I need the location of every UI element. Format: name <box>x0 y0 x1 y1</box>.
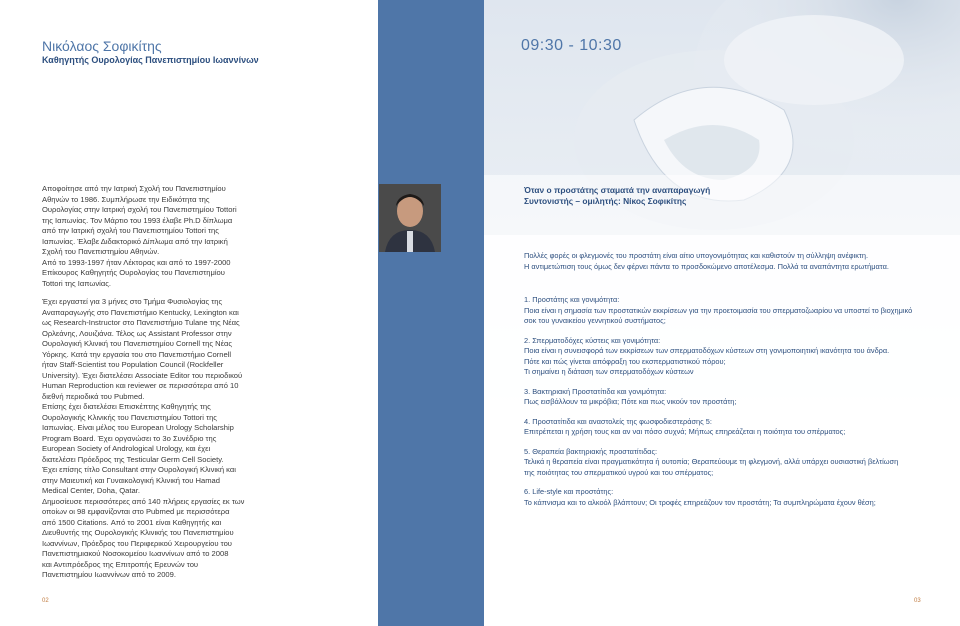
topic-title: 4. Προστατίτιδα και αναστολείς της φωσφοδιεστεράσης 5: <box>524 416 712 426</box>
topic-title: 6. Life-style και προστάτης: <box>524 487 614 496</box>
speaker-photo <box>379 184 441 252</box>
topic-line: Πότε και πώς γίνεται απόφραξη του εκσπερματιστικού πόρου; <box>524 356 726 366</box>
topic-item-5 <box>524 447 944 479</box>
speaker-role: Καθηγητής Ουρολογίας Πανεπιστημίου Ιωαννίνων <box>42 55 259 65</box>
topic-title: 3. Βακτηριακή Προστατίτιδα και γονιμότητα: <box>524 386 667 396</box>
topic-line: Ποια είναι η συνεισφορά των εκκρίσεων των σπερματοδόχων κύστεων στη γονιμοποιητική ικανότητα του άνδρα. <box>524 346 890 355</box>
left-page <box>0 0 378 626</box>
topic-title: 1. Προστάτης και γονιμότητα: <box>524 295 620 304</box>
topic-line: Τελικά η θεραπεία είναι πραγματικότητα ή ουτοπία; Θεραπεύουμε τη φλεγμονή, αλλά υπάρχει ουσιαστική βελτίωση <box>524 457 899 466</box>
topic-line: της ποιότητας του σπερματικού υγρού και του σπέρματος; <box>524 467 714 477</box>
page-number-right: 03 <box>914 598 921 604</box>
speaker-name: Νικόλαος Σοφικίτης <box>42 38 162 54</box>
intro-line-2: Η αντιμετώπιση τους όμως δεν φέρνει πάντα το προσδοκώμενο αποτέλεσμα. Πολλά τα αναπάντητα ερωτήματα. <box>524 261 889 271</box>
bio-text-1: Αποφοίτησε από την Ιατρική Σχολή του Πανεπιστημίου Αθηνών το 1986. Συμπλήρωσε την Ειδικότητα της Ουρολογίας στην Ιατρική σχολή του Πανεπιστημίου Tottori της Ιαπωνίας. Τον Μάρτιο του 1993 έλαβε Ph.D δίπλωμα από την Ιατρική σχολή του Πανεπιστημίου Tottori της Ιαπωνίας. Έλαβε Διδακτορικό Δίπλωμα από την Ιατρική Σχολή του Πανεπιστημίου Αθηνών. Από το 1993-1997 ήταν Λέκτορας και από το 1997-2000 Επίκουρος Καθηγητής Ουρολογίας του Πανεπιστημίου Tottori της Ιαπωνίας. <box>42 184 237 288</box>
topic-title: 2. Σπερματοδόχες κύστεις και γονιμότητα: <box>524 335 661 345</box>
intro-line-1: Πολλές φορές οι φλεγμονές του προστάτη είναι αίτιο υπογονιμότητας και καθιστούν τη σύλληψη ανέφικτη. <box>524 251 869 260</box>
talk-title-block <box>524 185 710 207</box>
topic-item-6 <box>524 487 944 508</box>
topic-item-2 <box>524 336 944 378</box>
topic-line: Επιτρέπεται η χρήση τους και αν ναι πόσο συχνά; Μήπως επηρεάζεται η ποιότητα του σπέρματος; <box>524 427 846 436</box>
topic-line: Τι σημαίνει η διάταση των σπερματοδόχων κύστεων <box>524 367 694 376</box>
topic-title: 5. Θεραπεία βακτηριακής προστατίτιδας: <box>524 446 658 456</box>
intro-text <box>524 251 944 272</box>
topic-item-1 <box>524 295 944 327</box>
bio-text-2: Έχει εργαστεί για 3 μήνες στο Τμήμα Φυσιολογίας της Αναπαραγωγής στο Πανεπιστήμιο Kentucky, Lexington και ως Research-Instructor στο Πανεπιστήμιο Tulane της Νέας Ορλεάνης, Λουιζιάνα. Τέλος ως Assistant Professor στην Ουρολογική Κλινική του Πανεπιστημίου Cornell της Νέας Υόρκης. Κατά την εργασία του στο Πανεπιστήμιο Cornell ήταν Staff-Scientist του Population Council (Rockfeller University). Έχει διατελέσει Associate Editor του περιοδικού Human Reproduction και reviewer σε περισσότερα από 10 διεθνή περιοδικά του Pubmed. Επίσης έχει διατελέσει Επισκέπτης Καθηγητής της Ουρολογικής Κλινικής του Πανεπιστημίου Tottori της Ιαπωνίας. Είναι μέλος του European Urology Scholarship Program Board. Έχει οργανώσει το 3ο Συνέδριο της European Society of Andrological Urology, και έχει διατελέσει Πρόεδρος της Testicular Germ Cell Society. Έχει επίσης τίτλο Consultant στην Ουρολογική Κλινική και στην Μαιευτική και Γυναικολογική Κλινική του Hamad Medical Center, Doha, Qatar. Δημοσίευσε περισσότερες από 140 πλήρεις εργασίες εκ των οποίων οι 98 εμφανίζονται στο Pubmed με περισσότερα από 1500 Citations. Από το 2001 είναι Καθηγητής και Διευθυντής της Ουρολογικής Κλινικής του Πανεπιστημίου Ιωαννίνων, Πρόεδρος του Περιφερικού Χειρουργείου του Πανεπιστημιακού Νοσοκομείου Ιωαννίνων από το 2008 και Αντιπρόεδρος της Επιτροπής Ερευνών του Πανεπιστημίου Ιωαννίνων από το 2009. <box>42 297 245 579</box>
topic-item-3 <box>524 387 944 408</box>
topic-item-4 <box>524 417 944 438</box>
topic-line: σοκ του γυναικείου γεννητικού συστήματος; <box>524 316 666 325</box>
topic-line: Το κάπνισμα και το αλκοόλ βλάπτουν; Οι τροφές επηρεάζουν τον προστάτη; Τα συμπληρώματα έχουν θέση; <box>524 497 876 507</box>
blue-band <box>378 0 484 626</box>
talk-moderator: Συντονιστής – ομιλητής: Νίκος Σοφικίτης <box>524 196 687 206</box>
topic-list <box>524 295 944 517</box>
talk-title: Όταν ο προστάτης σταματά την αναπαραγωγή <box>524 185 711 195</box>
bio-paragraph-1 <box>42 184 252 296</box>
session-time: 09:30 - 10:30 <box>521 37 622 54</box>
bio-paragraph-2 <box>42 297 252 588</box>
page-number-left: 02 <box>42 598 49 604</box>
topic-line: Ποια είναι η σημασία των προστατικών εκκρίσεων για την προετοιμασία του σπερματοζωαρίου να υποστεί το βιοχημικό <box>524 305 913 315</box>
topic-line: Πως εισβάλλουν τα μικρόβια; Πότε και πως νικούν τον προστάτη; <box>524 397 737 406</box>
